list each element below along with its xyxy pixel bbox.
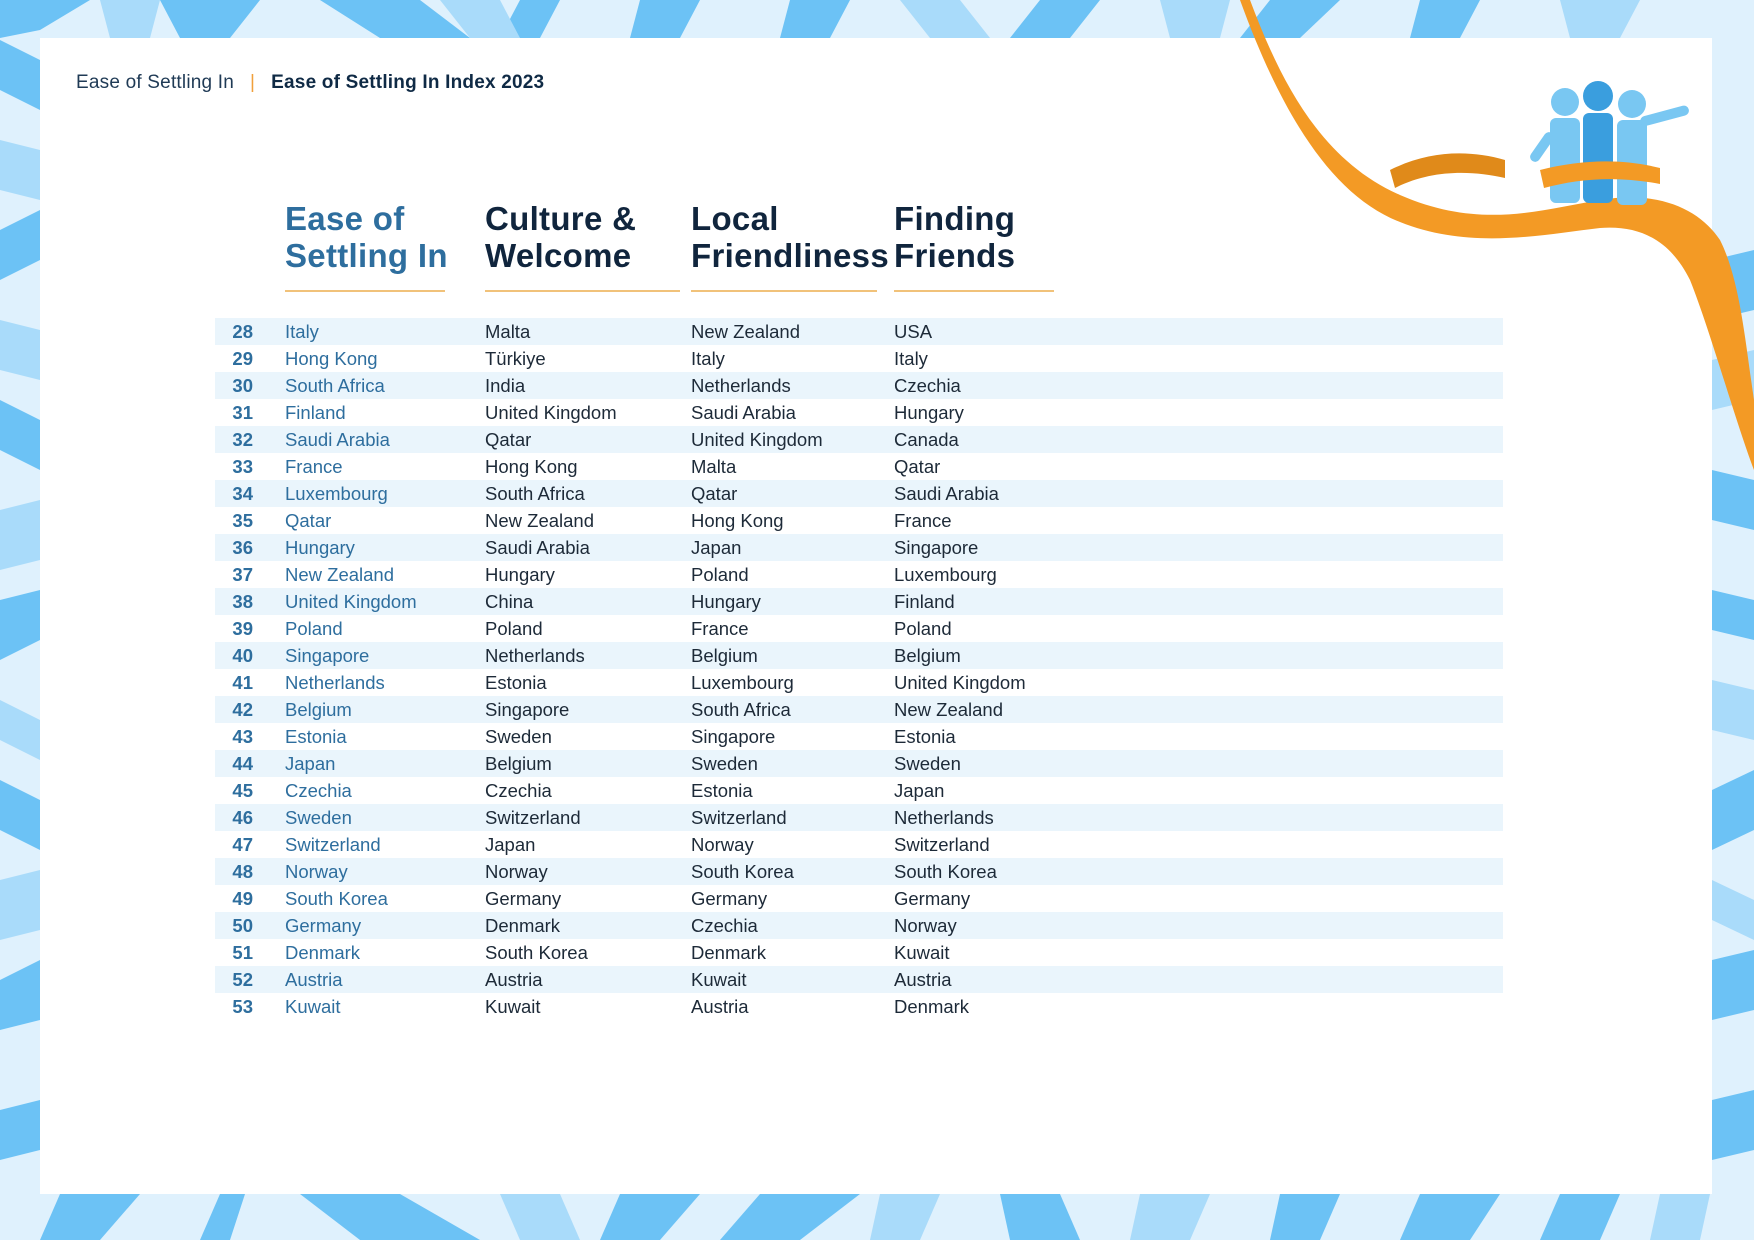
local-cell: South Korea xyxy=(691,861,794,882)
table-row xyxy=(215,426,1503,453)
local-cell: Norway xyxy=(691,834,754,855)
column-header-ease xyxy=(285,200,448,274)
culture-cell: Hungary xyxy=(485,564,555,585)
local-cell: Malta xyxy=(691,456,737,477)
ease-cell: Denmark xyxy=(285,942,361,963)
ease-cell: Sweden xyxy=(285,807,352,828)
rank-cell: 36 xyxy=(232,537,253,558)
culture-cell: South Africa xyxy=(485,483,585,504)
ease-cell: Luxembourg xyxy=(285,483,388,504)
culture-cell: United Kingdom xyxy=(485,402,617,423)
rank-cell: 38 xyxy=(232,591,253,612)
table-row xyxy=(215,318,1503,345)
ease-cell: France xyxy=(285,456,343,477)
culture-cell: Belgium xyxy=(485,753,552,774)
culture-cell: Hong Kong xyxy=(485,456,578,477)
table-row xyxy=(215,777,1503,804)
table-row xyxy=(215,939,1503,966)
culture-cell: Türkiye xyxy=(485,348,546,369)
culture-cell: Austria xyxy=(485,969,543,990)
column-header-line: Friends xyxy=(894,237,1016,274)
table-row xyxy=(215,507,1503,534)
local-cell: Japan xyxy=(691,537,742,558)
culture-cell: China xyxy=(485,591,534,612)
culture-cell: Switzerland xyxy=(485,807,581,828)
culture-cell: Qatar xyxy=(485,429,532,450)
column-header-line: Finding xyxy=(894,200,1016,237)
breadcrumb-section: Ease of Settling In xyxy=(76,72,235,93)
culture-cell: New Zealand xyxy=(485,510,595,531)
ease-cell: New Zealand xyxy=(285,564,395,585)
local-cell: Saudi Arabia xyxy=(691,402,796,423)
rank-cell: 49 xyxy=(232,888,253,909)
ease-cell: United Kingdom xyxy=(285,591,417,612)
local-cell: Kuwait xyxy=(691,969,747,990)
table-row xyxy=(215,993,1503,1020)
table-row xyxy=(215,534,1503,561)
column-header-line: Welcome xyxy=(485,237,632,274)
ease-cell: Finland xyxy=(285,402,346,423)
rank-cell: 35 xyxy=(232,510,253,531)
culture-cell: Kuwait xyxy=(485,996,541,1017)
ease-cell: South Africa xyxy=(285,375,385,396)
friends-cell: Netherlands xyxy=(894,807,994,828)
table-row xyxy=(215,669,1503,696)
rank-cell: 40 xyxy=(232,645,253,666)
friends-cell: Luxembourg xyxy=(894,564,997,585)
table-row xyxy=(215,642,1503,669)
rank-cell: 52 xyxy=(232,969,253,990)
local-cell: France xyxy=(691,618,749,639)
table-row xyxy=(215,480,1503,507)
ease-cell: Japan xyxy=(285,753,336,774)
table-row xyxy=(215,372,1503,399)
local-cell: Germany xyxy=(691,888,768,909)
local-cell: Belgium xyxy=(691,645,758,666)
ease-cell: Germany xyxy=(285,915,362,936)
rank-cell: 46 xyxy=(232,807,253,828)
local-cell: Qatar xyxy=(691,483,738,504)
column-header-local xyxy=(691,200,889,274)
ease-cell: Switzerland xyxy=(285,834,381,855)
local-cell: South Africa xyxy=(691,699,791,720)
table-row xyxy=(215,453,1503,480)
table-row xyxy=(215,561,1503,588)
table-row xyxy=(215,750,1503,777)
local-cell: Switzerland xyxy=(691,807,787,828)
column-header-line: Ease of xyxy=(285,200,405,237)
column-header-line: Friendliness xyxy=(691,237,889,274)
header-underline xyxy=(485,290,680,292)
table-row xyxy=(215,723,1503,750)
ease-cell: Kuwait xyxy=(285,996,341,1017)
friends-cell: Germany xyxy=(894,888,971,909)
column-header-line: Culture & xyxy=(485,200,637,237)
local-cell: Czechia xyxy=(691,915,758,936)
local-cell: Austria xyxy=(691,996,749,1017)
local-cell: Sweden xyxy=(691,753,758,774)
rank-cell: 34 xyxy=(232,483,253,504)
rank-cell: 45 xyxy=(232,780,253,801)
table-row xyxy=(215,696,1503,723)
friends-cell: Singapore xyxy=(894,537,979,558)
header-underline xyxy=(691,290,877,292)
people-icon xyxy=(1520,80,1700,210)
breadcrumb xyxy=(76,72,544,94)
ease-cell: Poland xyxy=(285,618,343,639)
culture-cell: Estonia xyxy=(485,672,547,693)
ease-cell: Belgium xyxy=(285,699,352,720)
culture-cell: Denmark xyxy=(485,915,561,936)
rank-cell: 30 xyxy=(232,375,253,396)
friends-cell: Austria xyxy=(894,969,952,990)
culture-cell: Malta xyxy=(485,321,531,342)
culture-cell: Poland xyxy=(485,618,543,639)
friends-cell: Norway xyxy=(894,915,957,936)
column-header-line: Local xyxy=(691,200,779,237)
rank-cell: 33 xyxy=(232,456,253,477)
friends-cell: Canada xyxy=(894,429,959,450)
culture-cell: India xyxy=(485,375,526,396)
rank-cell: 32 xyxy=(232,429,253,450)
friends-cell: Estonia xyxy=(894,726,956,747)
friends-cell: Czechia xyxy=(894,375,961,396)
table-row xyxy=(215,615,1503,642)
friends-cell: Qatar xyxy=(894,456,941,477)
friends-cell: South Korea xyxy=(894,861,997,882)
friends-cell: Sweden xyxy=(894,753,961,774)
local-cell: Hungary xyxy=(691,591,761,612)
breadcrumb-current: Ease of Settling In Index 2023 xyxy=(271,72,545,93)
culture-cell: Sweden xyxy=(485,726,552,747)
ease-cell: Qatar xyxy=(285,510,332,531)
table-row xyxy=(215,399,1503,426)
friends-cell: France xyxy=(894,510,952,531)
rank-cell: 28 xyxy=(232,321,253,342)
friends-cell: Belgium xyxy=(894,645,961,666)
friends-cell: Italy xyxy=(894,348,928,369)
local-cell: Hong Kong xyxy=(691,510,784,531)
culture-cell: Czechia xyxy=(485,780,552,801)
friends-cell: Poland xyxy=(894,618,952,639)
local-cell: New Zealand xyxy=(691,321,801,342)
local-cell: Poland xyxy=(691,564,749,585)
ease-cell: Austria xyxy=(285,969,343,990)
table-row xyxy=(215,345,1503,372)
ease-cell: Czechia xyxy=(285,780,352,801)
rank-cell: 37 xyxy=(232,564,253,585)
friends-cell: United Kingdom xyxy=(894,672,1026,693)
ease-cell: South Korea xyxy=(285,888,388,909)
rank-cell: 29 xyxy=(232,348,253,369)
ease-cell: Estonia xyxy=(285,726,347,747)
rank-cell: 31 xyxy=(232,402,253,423)
table-row xyxy=(215,912,1503,939)
column-header-line: Settling In xyxy=(285,237,448,274)
friends-cell: Finland xyxy=(894,591,955,612)
friends-cell: Switzerland xyxy=(894,834,990,855)
ease-cell: Hong Kong xyxy=(285,348,378,369)
rank-cell: 50 xyxy=(232,915,253,936)
ease-cell: Singapore xyxy=(285,645,370,666)
culture-cell: Norway xyxy=(485,861,548,882)
rank-cell: 43 xyxy=(232,726,253,747)
friends-cell: Hungary xyxy=(894,402,964,423)
rank-cell: 41 xyxy=(232,672,253,693)
friends-cell: Saudi Arabia xyxy=(894,483,999,504)
table-row xyxy=(215,831,1503,858)
culture-cell: Saudi Arabia xyxy=(485,537,590,558)
ease-cell: Italy xyxy=(285,321,319,342)
ranking-table xyxy=(215,318,1503,1020)
local-cell: Denmark xyxy=(691,942,767,963)
rank-cell: 48 xyxy=(232,861,253,882)
ease-cell: Netherlands xyxy=(285,672,385,693)
breadcrumb-separator: | xyxy=(250,72,256,93)
rank-cell: 47 xyxy=(232,834,253,855)
header-underline xyxy=(285,290,445,292)
culture-cell: Japan xyxy=(485,834,536,855)
friends-cell: Japan xyxy=(894,780,945,801)
rank-cell: 53 xyxy=(232,996,253,1017)
ease-cell: Saudi Arabia xyxy=(285,429,390,450)
local-cell: Italy xyxy=(691,348,725,369)
culture-cell: Netherlands xyxy=(485,645,585,666)
friends-cell: Kuwait xyxy=(894,942,950,963)
table-row xyxy=(215,804,1503,831)
table-row xyxy=(215,966,1503,993)
header-underline xyxy=(894,290,1054,292)
table-row xyxy=(215,885,1503,912)
rank-cell: 51 xyxy=(232,942,253,963)
column-header-culture xyxy=(485,200,636,274)
column-header-friends xyxy=(894,200,1015,274)
rank-cell: 39 xyxy=(232,618,253,639)
rank-cell: 42 xyxy=(232,699,253,720)
local-cell: Singapore xyxy=(691,726,776,747)
local-cell: United Kingdom xyxy=(691,429,823,450)
local-cell: Luxembourg xyxy=(691,672,794,693)
ease-cell: Hungary xyxy=(285,537,355,558)
local-cell: Estonia xyxy=(691,780,753,801)
table-row xyxy=(215,588,1503,615)
rank-cell: 44 xyxy=(232,753,253,774)
friends-cell: Denmark xyxy=(894,996,970,1017)
culture-cell: South Korea xyxy=(485,942,588,963)
local-cell: Netherlands xyxy=(691,375,791,396)
culture-cell: Germany xyxy=(485,888,562,909)
ease-cell: Norway xyxy=(285,861,348,882)
culture-cell: Singapore xyxy=(485,699,570,720)
table-row xyxy=(215,858,1503,885)
friends-cell: New Zealand xyxy=(894,699,1004,720)
friends-cell: USA xyxy=(894,321,933,342)
